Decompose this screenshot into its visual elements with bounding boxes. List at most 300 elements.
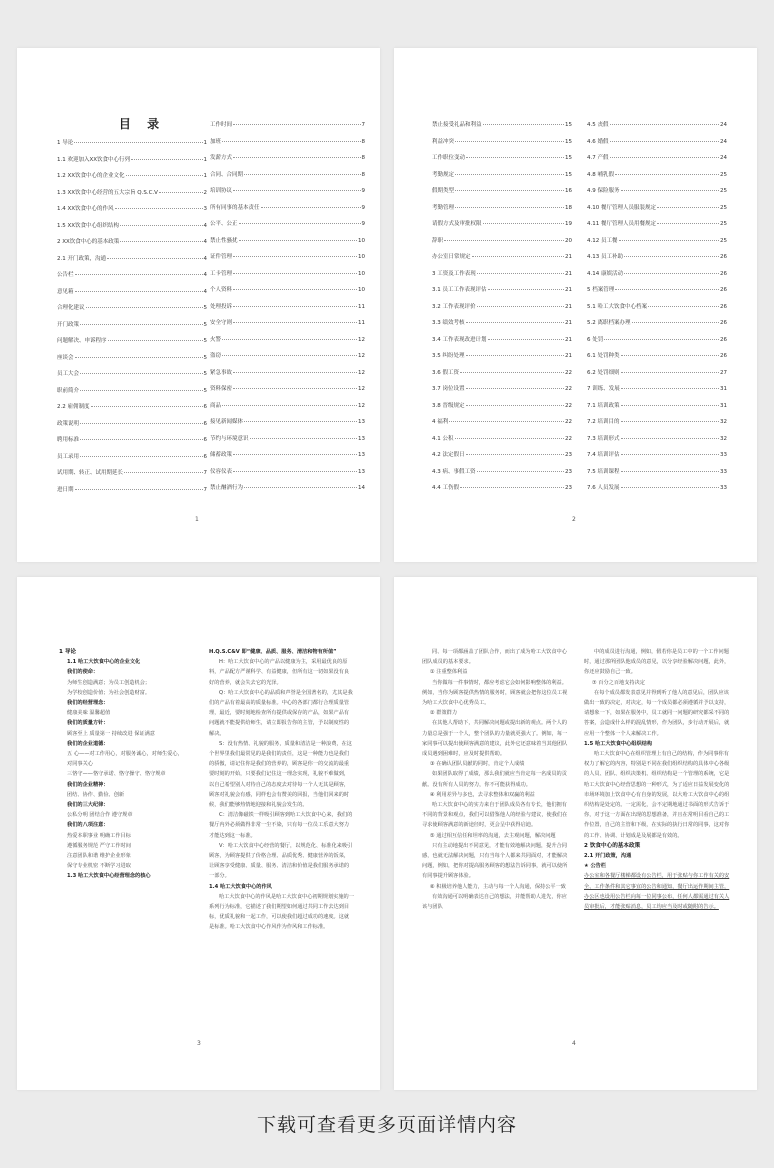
toc-entry[interactable] [57,419,207,436]
toc-entry[interactable] [210,285,365,302]
toc-leader-dots [483,223,564,224]
toc-leader-dots [159,192,203,193]
toc-entry-page: 12 [358,386,365,392]
toc-entry-label: 4.14 康娱活动 [587,270,623,277]
toc-entry-label: 接见新闻媒体 [210,419,244,425]
toc-entry-label: 合理化建议 [57,305,85,311]
toc-left-column [432,120,572,500]
toc-entry[interactable] [210,335,365,352]
toc-leader-dots [488,339,565,340]
toc-entry[interactable] [587,318,727,335]
toc-entry[interactable] [57,204,207,221]
toc-entry[interactable] [210,417,365,434]
toc-entry[interactable] [210,467,365,484]
section-heading: ★ 公告栏 [584,863,607,870]
page-number: 4 [572,1040,576,1047]
toc-entry[interactable] [587,120,727,137]
toc-entry-page: 16 [565,188,572,194]
toc-entry-label: 发薪方式 [210,155,233,161]
toc-leader-dots [488,289,565,290]
toc-entry-page: 26 [720,336,727,343]
toc-leader-dots [244,174,360,175]
toc-entry[interactable] [587,434,727,451]
toc-leader-dots [621,190,720,191]
toc-entry-page: 25 [720,204,727,211]
page-number: 3 [197,1040,201,1047]
paragraph: 哈工大饮食中心的实力来自于团队成员各有专长，他们拥有不同的背景和观点，我们可以借鉴他人的经验与建议，使我们在寻求使顾客满意的新途径时，更会呈中获得启迪。 [422,802,568,829]
toc-entry-page: 26 [720,287,727,293]
toc-entry[interactable] [57,254,207,271]
toc-entry[interactable] [432,269,572,286]
toc-entry[interactable] [210,153,365,170]
toc-entry[interactable] [57,303,207,320]
toc-leader-dots [75,291,203,292]
toc-entry-page: 12 [358,336,365,343]
toc-entry-page: 3 [203,206,207,212]
toc-entry-label: 公告栏 [57,272,74,278]
toc-entry-label: 5 档案管理 [587,287,615,293]
toc-entry[interactable] [57,188,207,205]
toc-entry[interactable] [57,221,207,238]
toc-entry-page: 13 [358,435,365,442]
toc-entry[interactable] [57,452,207,469]
toc-leader-dots [233,322,357,323]
paragraph: Q：哈工大饮食中心的品质和声誉是全国著名的，尤其是我们的产品有着最高的质量标准。中心的各部门都行合理质量管理，最近，要时刻地检查所有提供或保存的产品，如果产品有问题就不能提供给师生，请立即报告你的主管，予以制度性的解决。 [209,689,353,737]
toc-entry-label: 4.2 法定假日 [432,452,465,458]
paragraph: 保守专业机密 不断学习进取 [67,863,131,870]
toc-leader-dots [131,159,202,160]
paragraph: 哈工大饮食中心在组织管理上有自己的结构，作为同事你有权力了解它的内容，特别是不同在我们组织结构的具体中心各级的人员、团队、组织决策机、组织结构是一个管理的系统，它是哈工大饮食中心经营思想的一种形式，为了适应日益发展变化的市场环境加上饮食中心有自身的发展，以大哈工大饮食中心的组织结构是处定的。一定需化，会不定期地通过书面的形式告诉于你，对于这一方面在出现的思想准备，并且在常明目看自己的工作位置，自己的主管和下级，在实际的执行日常的同事，这对你的工作、协调、计划成是及展都是有效的。 [584,751,730,839]
toc-entry-label: 培训协议 [210,188,233,194]
toc-leader-dots [233,157,360,158]
toc-leader-dots [80,324,202,325]
toc-entry-label: 资料保密 [210,386,233,392]
toc-entry[interactable] [432,467,572,484]
toc-entry[interactable] [57,369,207,386]
section-heading: H.Q.S.C&V 即“健康、品质、服务、清洁和物有所值” [209,649,337,655]
toc-entry-label: 1.5 XX饮食中心组织结构 [57,222,120,229]
toc-entry[interactable] [587,252,727,269]
toc-entry-label: 开门政策 [57,321,80,328]
toc-entry[interactable] [210,384,365,401]
toc-entry-page: 8 [361,155,365,161]
toc-entry-page: 22 [565,402,572,409]
download-hint[interactable]: 下载可查看更多页面详情内容 [256,1114,517,1136]
toc-entry[interactable] [432,351,572,368]
toc-entry[interactable] [432,318,572,335]
toc-entry[interactable] [432,203,572,220]
toc-entry-page: 21 [565,287,572,293]
paragraph: ② 群策群力 [430,710,458,717]
toc-entry[interactable] [587,467,727,484]
toc-leader-dots [610,157,720,158]
toc-leader-dots [91,406,203,407]
toc-entry-label: 考勤管理 [432,204,455,211]
toc-entry[interactable] [587,483,727,500]
toc-entry-label: 聘用标准 [57,437,80,443]
paragraph: 办公室和各餐厅楼梯都设有公告栏，用于张贴与你工作有关的安全、工作条件和其它事宜的公告和通知，餐厅出运作期间主管，办公区也设用公告栏向每一位同事公布，任何人都需通过有关人员审批后，才能张贴消息，员工均应当及时或随附的告示。 [584,873,730,911]
toc-entry[interactable] [210,434,365,451]
toc-entry-label: 禁止接受礼品和利益 [432,122,482,128]
toc-entry-page: 10 [358,254,365,260]
toc-entry-label: 仪容仪表 [210,468,233,475]
toc-entry[interactable] [587,335,727,352]
paragraph: 为师生创造满意；为员工创造机会； [67,679,151,686]
paragraph: 顾客至上 质量第一 持续改进 保证满意 [67,730,155,737]
toc-leader-dots [80,456,202,457]
toc-entry[interactable] [57,237,207,254]
toc-entry[interactable] [210,186,365,203]
toc-entry[interactable] [587,417,727,434]
toc-entry-page: 25 [720,237,727,244]
toc-entry-page: 13 [358,419,365,425]
toc-leader-dots [80,423,202,424]
toc-leader-dots [466,322,565,323]
toc-entry-page: 14 [358,485,365,491]
toc-entry-page: 11 [358,303,365,310]
toc-entry-page: 32 [720,435,727,442]
toc-entry[interactable] [432,236,572,253]
toc-entry-page: 33 [720,485,727,491]
toc-leader-dots [233,289,357,290]
toc-entry[interactable] [210,170,365,187]
toc-leader-dots [455,141,564,142]
toc-entry[interactable] [210,120,365,137]
document-page-1 [17,48,380,562]
toc-leader-dots [233,256,357,257]
toc-entry[interactable] [210,302,365,319]
toc-leader-dots [233,124,360,125]
paragraph: 健康美味 温馨超值 [67,710,111,717]
section-heading: 我们的经营理念： [67,700,109,707]
toc-entry[interactable] [432,417,572,434]
toc-entry[interactable] [57,287,207,304]
toc-leader-dots [604,339,719,340]
paragraph: 同、每一项都涵盖了团队合作，而出了成为哈工大饮食中心团队成员的基本要求。 [422,649,567,666]
section-heading: 我们的企业道德： [67,740,109,747]
toc-entry-page: 22 [565,386,572,392]
toc-leader-dots [619,240,720,241]
toc-leader-dots [632,322,720,323]
toc-leader-dots [239,240,357,241]
toc-leader-dots [466,388,565,389]
toc-entry-label: 4.9 保险服务 [587,188,620,194]
toc-entry-page: 26 [720,270,727,277]
toc-entry-label: 职前简介 [57,387,80,394]
toc-entry[interactable] [57,155,207,172]
toc-entry[interactable] [57,320,207,337]
toc-entry[interactable] [432,401,572,418]
paragraph: ⑤ 通过相互信任和坦率的沟通，去主观问题，解决问题 [430,832,556,839]
paragraph: 热爱本职事业 明确工作目标 [67,832,131,839]
toc-entry-label: 4.6 婚假 [587,138,609,145]
toc-leader-dots [477,306,565,307]
toc-entry-page: 8 [361,171,365,178]
toc-entry[interactable] [432,302,572,319]
document-page-2 [394,48,757,562]
toc-entry-page: 5 [203,371,207,377]
toc-entry-label: 所有同事的基本责任 [210,204,260,211]
toc-entry[interactable] [210,483,365,500]
toc-leader-dots [250,438,357,439]
toc-entry-page: 25 [720,221,727,227]
paragraph: 中的成员进行沟通，例如，假若你是员工中的一个工作问题时，通过那所团队他成员的意见，以分享经验解决问题，此外，你还应鼓励自己一致。 [584,649,730,676]
toc-entry[interactable] [432,252,572,269]
toc-entry-label: 1.1 欢迎加入XX饮食中心行列 [57,156,131,163]
toc-leader-dots [124,472,202,473]
toc-entry[interactable] [587,401,727,418]
paragraph: 哈工大饮食中心的作风是哈工大饮食中心初期规划实施的一系列行为标准，它描述了我们期望如何通过共同工作去达到目标，优质礼貌和一起工作，可以使我们超过成功的速度。这就是标准。哈工大饮食中心作风作为作风和工作标准。 [209,893,354,931]
toc-entry[interactable] [210,269,365,286]
toc-leader-dots [621,487,720,488]
toc-entry-label: 员工录用 [57,453,80,460]
paragraph: 有效沟通可以明确表达自己的想法，并能帮助人进先，你应该与团队 [422,893,567,911]
toc-entry-label: 7.1 培训政策 [587,402,620,409]
toc-entry-label: 4.10 餐厅管理人员服装规定 [587,204,656,211]
toc-entry-label: 假期类型 [432,188,455,194]
toc-entry[interactable] [587,153,727,170]
toc-leader-dots [261,207,361,208]
toc-entry-page: 1 [203,173,207,179]
toc-entry[interactable] [210,401,365,418]
toc-entry-label: 3.6 假工资 [432,369,459,376]
toc-entry-page: 21 [565,254,572,260]
toc-entry-page: 26 [720,254,727,260]
toc-leader-dots [455,207,564,208]
toc-entry-page: 22 [565,435,572,442]
toc-entry[interactable] [587,351,727,368]
paragraph: 公私分明 团结合作 遵守规章 [67,812,133,819]
toc-entry-label: 安全守则 [210,320,233,326]
toc-entry[interactable] [432,335,572,352]
toc-entry-label: 6 处罚 [587,336,604,343]
toc-entry-page: 22 [565,369,572,376]
toc-entry-page: 21 [565,303,572,310]
toc-entry-label: 公平、公正 [210,221,238,227]
document-page-4 [394,577,757,1090]
toc-entry[interactable] [57,386,207,403]
page-number: 2 [572,516,576,523]
toc-entry-label: 工作时间 [210,122,233,128]
toc-entry[interactable] [587,302,727,319]
toc-entry-page: 25 [720,188,727,194]
toc-entry-page: 7 [203,486,207,493]
toc-entry-label: 1.3 XX饮食中心经营的五大宗旨 Q.S.C.V [57,189,158,196]
toc-entry[interactable] [587,219,727,236]
toc-leader-dots [466,454,565,455]
toc-entry[interactable] [432,450,572,467]
toc-leader-dots [472,256,564,257]
paragraph: 注意团队和谐 维护企业形象 [67,853,131,860]
toc-entry-page: 6 [203,420,207,427]
page-number: 1 [195,516,199,523]
toc-entry-page: 21 [565,353,572,359]
toc-entry[interactable] [587,170,727,187]
toc-entry[interactable] [57,402,207,419]
toc-leader-dots [621,421,720,422]
toc-entry[interactable] [432,153,572,170]
toc-entry-page: 4 [203,222,207,229]
toc-entry[interactable] [57,270,207,287]
paragraph: 三恪守——恪守承诺、恪守操守、恪守规章 [67,771,166,778]
toc-entry-page: 22 [565,419,572,425]
toc-entry[interactable] [57,485,207,502]
toc-entry[interactable] [210,236,365,253]
toc-leader-dots [460,487,564,488]
toc-entry-label: 4.4 工伤假 [432,485,459,491]
toc-entry-label: 1.4 XX饮食中心的作风 [57,206,114,212]
toc-entry[interactable] [210,450,365,467]
toc-entry-page: 15 [565,138,572,145]
toc-leader-dots [107,258,203,259]
toc-entry[interactable] [432,219,572,236]
toc-leader-dots [621,355,720,356]
toc-entry-page: 5 [203,305,207,311]
toc-leader-dots [120,225,202,226]
toc-leader-dots [455,190,564,191]
paragraph: ⑦ 百分之百地支持决定 [592,679,645,686]
toc-leader-dots [233,306,357,307]
toc-leader-dots [460,372,564,373]
toc-leader-dots [222,141,360,142]
toc-entry-label: 6.2 处罚细则 [587,369,620,376]
paragraph: ① 注重整体利益 [430,669,468,676]
toc-leader-dots [244,421,357,422]
toc-entry-label: 员工大会 [57,371,80,377]
toc-leader-dots [621,471,720,472]
toc-entry-page: 31 [720,386,727,392]
toc-leader-dots [615,289,719,290]
toc-entry[interactable] [432,186,572,203]
toc-entry[interactable] [587,368,727,385]
toc-entry-page: 21 [565,336,572,343]
paragraph: 为学校创造价值；为社会创造财富。 [67,689,151,696]
toc-entry[interactable] [57,171,207,188]
toc-entry[interactable] [432,368,572,385]
toc-entry-label: 利益冲突 [432,138,455,145]
toc-entry[interactable] [432,384,572,401]
toc-entry-label: 7.3 培训形式 [587,435,620,442]
toc-entry[interactable] [432,285,572,302]
toc-leader-dots [244,487,357,488]
paragraph: V：哈工大饮食中心经营的餐厅，以规范化、标准化来吸引顾客，为顾客提供了价格合理、品质优秀、健康营养的饭菜，让顾客享受健康、质量、服务、清洁和价值是我们服务承诺的一部分。 [209,842,353,880]
toc-entry-label: 4 福利 [432,419,449,425]
toc-entry-page: 18 [565,204,572,211]
toc-entry-label: 试用期、转正、试用期延长 [57,470,124,476]
toc-entry[interactable] [57,353,207,370]
toc-entry[interactable] [210,318,365,335]
toc-entry[interactable] [210,351,365,368]
toc-entry[interactable] [210,252,365,269]
toc-entry[interactable] [587,450,727,467]
toc-entry-page: 10 [358,270,365,277]
toc-leader-dots [466,405,565,406]
toc-entry-page: 5 [203,387,207,394]
toc-entry-label: 4.1 公积 [432,435,454,442]
toc-entry[interactable] [432,137,572,154]
toc-entry-page: 7 [361,122,365,128]
toc-entry-page: 6 [203,404,207,410]
toc-entry-page: 24 [720,138,727,145]
toc-entry[interactable] [57,468,207,485]
toc-entry-page: 31 [720,402,727,409]
toc-entry-page: 1 [203,156,207,163]
toc-entry[interactable] [587,269,727,286]
toc-entry[interactable] [432,120,572,137]
toc-entry-label: 5.2 离职档案办理 [587,320,631,326]
toc-left-column [57,138,207,501]
toc-entry[interactable] [587,384,727,401]
paragraph: 五 心——对工作用心，对服务诚心，对师生爱心， [67,751,183,758]
toc-entry-page: 21 [565,320,572,326]
toc-entry[interactable] [432,434,572,451]
toc-entry-page: 13 [358,452,365,458]
paragraph: 只有主动地提出不同意见，才能有效地解决问题，提升合同感，也就无法解决问题，只有当每个人都来共同面对，才能解决问题，例如，把你对提高服务顾客的想法告诉同事，就可以使所有同事提升顾客体验。 [422,842,568,880]
toc-entry[interactable] [210,219,365,236]
toc-entry-label: 7.5 培训课程 [587,468,620,475]
toc-entry[interactable] [432,170,572,187]
toc-leader-dots [621,372,720,373]
toc-entry[interactable] [432,483,572,500]
toc-entry-label: 禁止酗酒行为 [210,485,244,491]
toc-entry-page: 20 [565,237,572,244]
toc-leader-dots [233,388,357,389]
toc-entry-page: 21 [565,270,572,277]
toc-entry-page: 10 [358,287,365,293]
toc-entry[interactable] [57,336,207,353]
toc-entry-label: 盗窃 [210,353,222,359]
toc-leader-dots [233,190,360,191]
toc-entry-label: 3 工资及工作表现 [432,270,476,277]
paragraph: 在其他人帮助下，共同解决问题或提出新的观点。两个人的力量总是强于一个人，整个团队的力量就更强大了。例如，每一家同事可以提出使顾客满意的建议，此外它还意味着当其他团队成员遇到困难时，应及时提供帮助。 [422,720,568,758]
toc-entry[interactable] [587,203,727,220]
toc-entry-page: 8 [361,138,365,145]
toc-entry-label: 火警 [210,336,222,343]
toc-entry[interactable] [57,435,207,452]
toc-entry-page: 6 [203,453,207,460]
toc-entry[interactable] [57,138,207,155]
toc-leader-dots [233,273,357,274]
toc-entry[interactable] [210,368,365,385]
paragraph: 如果团队取得了成绩，那么我们就应当肯定每一名成员的贡献。没有所有人员的努力，你不可能获得成功。 [422,771,567,788]
toc-entry[interactable] [587,137,727,154]
section-heading: 我们的八项注意： [67,822,109,829]
section-heading: 我们的企业精神： [67,781,109,788]
toc-entry-label: 5.1 哈工大饮食中心档案 [587,303,647,310]
toc-entry-page: 12 [358,402,365,409]
toc-entry[interactable] [210,203,365,220]
toc-leader-dots [80,390,202,391]
paragraph: H：哈工大饮食中心的产品以健康为主，采用最优良的原料，产品配方严谨科学、有益健康，但所有这一切如果没有良好的营养，就会失去它的光泽。 [209,659,350,686]
toc-entry-page: 23 [565,452,572,458]
toc-entry-page: 9 [361,204,365,211]
toc-leader-dots [615,174,719,175]
paragraph: ⑥ 积极培养他人能力，主动与每一个人沟通，保持公平一致 [430,883,566,890]
toc-entry-label: 合同、合同期 [210,171,244,178]
toc-entry-label: 7 训练、发展 [587,386,620,392]
toc-entry[interactable] [210,137,365,154]
toc-entry[interactable] [587,285,727,302]
toc-leader-dots [80,373,202,374]
toc-entry-label: 2.1 开门政策，沟通 [57,255,106,262]
toc-entry-page: 9 [361,221,365,227]
toc-entry-label: 6.1 处罚种类 [587,353,620,359]
toc-entry-page: 9 [361,188,365,194]
text-column-right [584,647,734,912]
paragraph: 遵循服务规范 严守工作时间 [67,842,131,849]
toc-entry[interactable] [587,186,727,203]
toc-entry[interactable] [587,236,727,253]
